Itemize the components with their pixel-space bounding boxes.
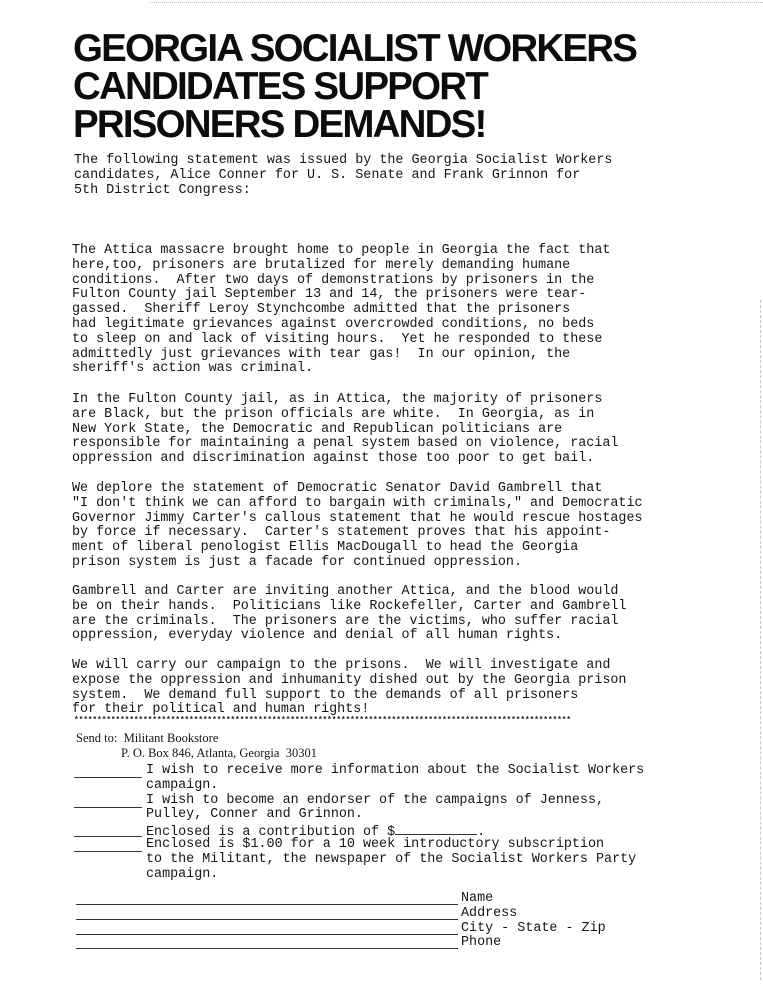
coupon-options [74, 763, 645, 882]
send-to-block [76, 731, 317, 761]
body-line: to sleep on and lack of visiting hours. Yet he responded to these [72, 331, 603, 347]
intro-line: The following statement was issued by the Georgia Socialist Workers [74, 153, 613, 168]
body-line: ment of liberal penologist Ellis MacDougall to head the Georgia [72, 540, 579, 556]
body-line: sheriff's action was criminal. [72, 361, 314, 377]
address-label: Address [461, 905, 518, 921]
option-contribution-suffix: . [477, 825, 486, 841]
body-line: oppression, everyday violence and denial of all human rights. [72, 628, 563, 644]
option-contribution[interactable] [74, 823, 486, 841]
body-line: responsible for maintaining a penal system based on violence, racial [72, 436, 619, 452]
phone-line[interactable] [76, 948, 458, 949]
option-endorser-text: Pulley, Conner and Grinnon. [146, 807, 363, 823]
option-subscription-text: to the Militant, the newspaper of the Socialist Workers Party [146, 851, 637, 867]
headline-line-3: PRISONERS DEMANDS! [73, 103, 486, 146]
name-line[interactable] [76, 904, 458, 905]
body-line: New York State, the Democratic and Republican politicians are [72, 421, 563, 437]
body-line: prison system is just a facade for continued oppression. [72, 554, 522, 570]
option-info-text: I wish to receive more information about the Socialist Workers [146, 763, 645, 778]
body-line: gassed. Sheriff Leroy Stynchcombe admitted that the prisoners [72, 302, 571, 318]
option-subscription-text: campaign. [146, 866, 219, 882]
paragraph-deplore [72, 482, 643, 571]
phone-label: Phone [461, 935, 502, 951]
paragraph-campaign [72, 659, 626, 718]
intro-line: candidates, Alice Conner for U. S. Senate and Frank Grinnon for [74, 167, 581, 183]
intro-statement [74, 154, 612, 198]
body-line: In the Fulton County jail, as in Attica, the majority of prisoners [72, 392, 603, 407]
address-line[interactable] [76, 919, 458, 920]
option-endorser-text: I wish to become an endorser of the campaigns of Jenness, [146, 792, 605, 808]
send-to-label: Send to: [76, 731, 118, 745]
body-line: admittedly just grievances with tear gas! In our opinion, the [72, 346, 571, 362]
option-endorser[interactable] [74, 792, 605, 824]
body-line: are Black, but the prison officials are white. In Georgia, as in [72, 406, 595, 422]
body-line: The Attica massacre brought home to people in Georgia the fact that [72, 243, 611, 258]
paragraph-fulton [72, 393, 618, 467]
star-separator: ************************************************************************************************************ [74, 716, 571, 725]
body-line: Gambrell and Carter are inviting another Attica, and the blood would [72, 584, 619, 599]
option-contribution-text: Enclosed is a contribution of $ [146, 825, 396, 841]
headline-line-1: GEORGIA SOCIALIST WORKERS [73, 27, 637, 70]
body-line: are the criminals. The prisoners are the victims, who suffer racial [72, 613, 619, 629]
paragraph-gambrell [72, 585, 626, 644]
body-line: oppression and discrimination against those too poor to get bail. [72, 451, 595, 467]
option-subscription-text: Enclosed is $1.00 for a 10 week introductory subscription [146, 836, 605, 852]
option-info-text: campaign. [146, 777, 219, 793]
contribution-amount-field[interactable] [395, 823, 477, 835]
option-subscription[interactable] [74, 836, 637, 882]
body-line: We deplore the statement of Democratic Senator David Gambrell that [72, 481, 603, 496]
body-line: be on their hands. Politicians like Rockefeller, Carter and Gambrell [72, 598, 627, 614]
send-to-name: Militant Bookstore [123, 731, 219, 745]
paragraph-attica [72, 244, 610, 377]
city-state-zip-label: City - State - Zip [461, 920, 606, 936]
right-edge-rule [760, 300, 761, 980]
body-line: had legitimate grievances against overcrowded conditions, no beds [72, 316, 595, 332]
body-line: here,too, prisoners are brutalized for merely demanding humane [72, 257, 571, 273]
body-line: for their political and human rights! [72, 702, 370, 718]
city-state-zip-line[interactable] [76, 934, 458, 935]
body-line: Governor Jimmy Carter's callous statement that he would rescue hostages [72, 510, 643, 526]
top-dotted-rule [150, 2, 763, 3]
body-line: Fulton County jail September 13 and 14, the prisoners were tear- [72, 287, 587, 303]
body-line: expose the oppression and inhumanity dished out by the Georgia prison [72, 672, 627, 688]
body-line: We will carry our campaign to the prisons. We will investigate and [72, 658, 611, 673]
headline-line-2: CANDIDATES SUPPORT [73, 65, 487, 108]
send-to-address: P. O. Box 846, Atlanta, Georgia 30301 [121, 746, 317, 760]
intro-line: 5th District Congress: [74, 182, 251, 198]
body-line: by force if necessary. Carter's statement proves that his appoint- [72, 525, 611, 541]
body-line: conditions. After two days of demonstrations by prisoners in the [72, 272, 595, 288]
option-info[interactable] [74, 763, 645, 794]
name-label: Name [461, 891, 494, 906]
body-line: system. We demand full support to the demands of all prisoners [72, 687, 579, 703]
headline [73, 27, 733, 146]
body-line: "I don't think we can afford to bargain with criminals," and Democratic [72, 495, 643, 511]
